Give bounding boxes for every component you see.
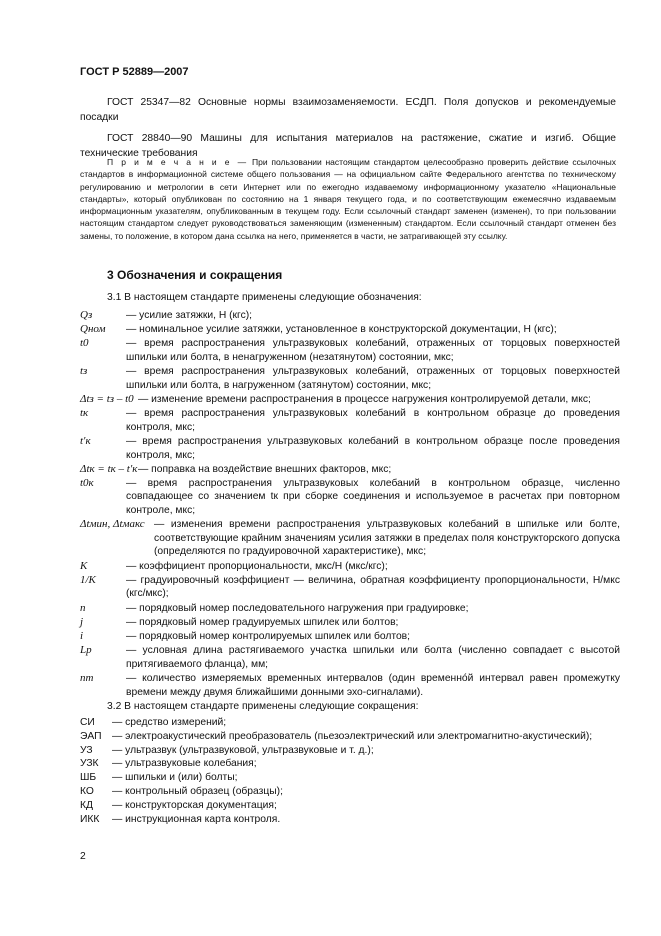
symbol: t′к (80, 434, 91, 447)
abbreviation: УЗК (80, 758, 99, 770)
abbreviation-definition: — контрольный образец (образцы); (112, 785, 283, 797)
abbreviation-definition: — конструкторская документация; (112, 799, 277, 811)
symbols-list (80, 309, 620, 700)
abbreviation-definition: — ультразвуковые колебания; (112, 758, 257, 770)
symbol-definition: — изменение времени распространения в процессе нагружения контролируемой детали, мкс; (138, 393, 591, 405)
symbol-definition: — время распространения ультразвуковых колебаний в контрольном образце, численно совпадающее со значением tк при сборке соединения и используемое в расчетах при повторном контроле, мкс; (126, 477, 620, 517)
list-item (80, 365, 620, 392)
list-item (80, 574, 620, 601)
abbreviation: УЗ (80, 744, 93, 756)
abbreviation: СИ (80, 717, 95, 728)
list-item (80, 730, 620, 744)
list-item (80, 518, 620, 559)
list-item (80, 644, 620, 671)
list-item (80, 744, 620, 758)
symbol: nт (80, 671, 94, 684)
list-item (80, 785, 620, 799)
list-item (80, 407, 620, 434)
symbol-definition: — усилие затяжки, Н (кгс); (126, 310, 253, 321)
list-item (80, 309, 620, 323)
document-header: ГОСТ Р 52889—2007 (80, 66, 189, 78)
symbol: Δtз = tз – t0 (80, 392, 134, 405)
abbreviation-definition: — электроакустический преобразователь (пьезоэлектрический или электромагнитно-акустический); (112, 730, 593, 742)
list-item (80, 716, 620, 730)
list-item (80, 477, 620, 518)
symbols-intro: 3.1 В настоящем стандарте применены следующие обозначения: (107, 292, 422, 303)
symbol-definition: — время распространения ультразвуковых колебаний, отраженных от торцовых поверхностей шпильки или болта, в ненагруженном (незатянутом) состоянии, мкс; (126, 338, 620, 363)
symbol: j (80, 615, 84, 628)
symbol: К (80, 559, 88, 572)
symbol: tк (80, 407, 89, 420)
list-item (80, 560, 620, 574)
list-item (80, 813, 620, 827)
page-number: 2 (80, 851, 86, 862)
symbol-definition: — градуировочный коэффициент — величина, обратная коэффициенту пропорциональности, Н/мкс (кгс/мкс); (126, 574, 620, 600)
abbreviation: ИКК (80, 813, 100, 825)
list-item (80, 630, 620, 644)
symbol: Qз (80, 309, 93, 321)
abbreviations-intro: 3.2 В настоящем стандарте применены следующие сокращения: (107, 701, 419, 712)
abbreviations-list (80, 716, 620, 826)
symbol-definition: — порядковый номер градуируемых шпилек или болтов; (126, 616, 399, 628)
symbol-definition: — время распространения ультразвуковых колебаний, отраженных от торцовых поверхностей шпильки или болта, в нагруженном (затянутом) состоянии, мкс; (126, 366, 620, 391)
list-item (80, 323, 620, 337)
symbol-definition: — порядковый номер контролируемых шпилек или болтов; (126, 630, 411, 642)
list-item (80, 463, 620, 477)
abbreviation: ШБ (80, 772, 97, 784)
references-block (80, 96, 616, 161)
list-item (80, 602, 620, 616)
symbol: Lр (80, 644, 92, 657)
symbol: 1/К (80, 573, 96, 586)
symbol-definition: — время распространения ультразвуковых колебаний в контрольном образце до проведения контроля, мкс; (126, 408, 620, 433)
abbreviation: КО (80, 785, 94, 797)
reference-item: ГОСТ 25347—82 Основные нормы взаимозаменяемости. ЕСДП. Поля допусков и рекомендуемые посадки (80, 97, 616, 123)
symbol-definition: — время распространения ультразвуковых колебаний в контрольном образце после проведения контроля, мкс; (126, 435, 620, 461)
symbol-definition: — поправка на воздействие внешних факторов, мкс; (138, 463, 392, 475)
symbol: i (80, 629, 84, 642)
note-text: При пользовании настоящим стандартом целесообразно проверить действие ссылочных стандартов в информационной системе общего пользования — на официальном сайте Федерального агентства по техническому регулированию и метрологии в сети Интернет или по ежегодно издаваемому информационному указателю «Национальные стандарты», который опубликован по состоянию на 1 января текущего года, и по соответствующим ежемесячно издаваемым информационным указателям, опубликованным в текущем году. Если ссылочный стандарт заменен (изменен), то при пользовании настоящим стандартом следует руководствоваться заменяющим (измененным) стандартом. Если ссылочный стандарт отменен без замены, то положение, в котором дана ссылка на него, применяется в части, не затрагивающей эту ссылку. (80, 157, 617, 241)
list-item (80, 435, 620, 462)
list-item (80, 337, 620, 364)
abbreviation-definition: — шпильки и (или) болты; (112, 772, 238, 784)
symbol-definition: — коэффициент пропорциональности, мкс/Н (мкс/кгс); (126, 560, 388, 572)
list-item (80, 757, 620, 771)
list-item (80, 672, 620, 699)
list-item (80, 771, 620, 785)
abbreviation-definition: — инструкционная карта контроля. (112, 813, 281, 825)
note-label: П р и м е ч а н и е — (107, 157, 249, 167)
abbreviation-definition: — ультразвук (ультразвуковой, ультразвуковые и т. д.); (112, 744, 374, 756)
list-item (80, 799, 620, 813)
list-item (80, 393, 620, 407)
symbol-definition: — изменения времени распространения ультразвуковых колебаний в шпильке или болте, соответствующие крайним значениям усилия затяжки в пределах поля конструкторского допуска (определяются по градуировочной характеристике), мкс; (154, 519, 620, 558)
symbol-definition: — количество измеряемых временных интервалов (один временно́й интервал равен промежутку времени между двумя ближайшими донными эхо-сигналами). (126, 672, 620, 698)
symbol: t0к (80, 476, 94, 489)
symbol: t0 (80, 337, 89, 350)
note-paragraph (80, 156, 616, 242)
symbol-definition: — номинальное усилие затяжки, установленное в конструкторской документации, Н (кгс); (126, 324, 557, 336)
symbol: Qном (80, 323, 106, 336)
list-item (80, 616, 620, 630)
reference-item: ГОСТ 28840—90 Машины для испытания материалов на растяжение, сжатие и изгиб. Общие технические требования (80, 133, 616, 159)
abbreviation-definition: — средство измерений; (112, 717, 227, 728)
symbol: Δtк = tк – t′к (80, 462, 138, 475)
symbol: n (80, 601, 86, 614)
symbol-definition: — порядковый номер последовательного нагружения при градуировке; (126, 602, 469, 614)
symbol: Δtмин, Δtмакс (80, 518, 145, 531)
section-title: 3 Обозначения и сокращения (107, 268, 283, 282)
abbreviation: ЭАП (80, 730, 102, 742)
symbol-definition: — условная длина растягиваемого участка шпильки или болта (численно совпадает с высотой притягиваемого фланца), мм; (126, 645, 620, 670)
symbol: tз (80, 365, 88, 378)
abbreviation: КД (80, 799, 93, 811)
